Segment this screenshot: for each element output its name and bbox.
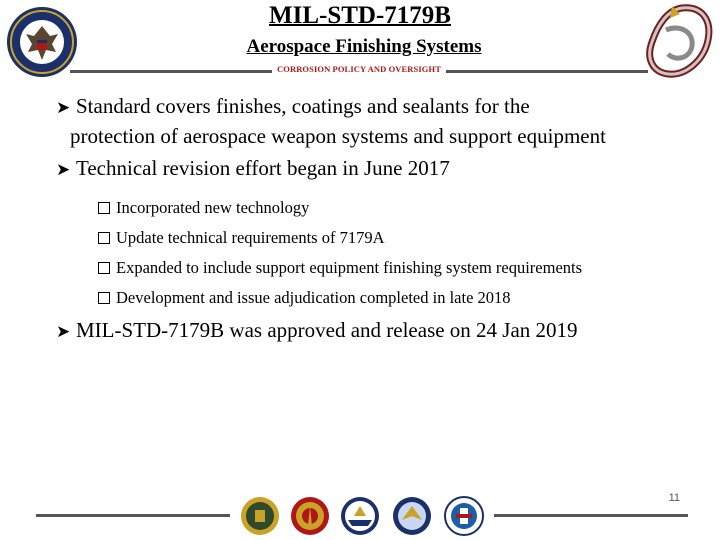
sub-bullet-text: Update technical requirements of 7179A (116, 228, 385, 247)
square-bullet-icon (98, 232, 110, 244)
sub-bullet-text: Incorporated new technology (116, 198, 310, 217)
sub-bullet-text: Development and issue adjudication completed in late 2018 (116, 288, 511, 307)
header-divider-left (70, 70, 272, 73)
arrow-bullet-icon: ➤ (56, 322, 71, 341)
corrosion-program-logo-icon (642, 2, 716, 82)
square-bullet-icon (98, 202, 110, 214)
bullet-item (56, 92, 716, 150)
square-bullet-icon (98, 262, 110, 274)
army-seal-icon (240, 496, 280, 536)
header-tagline: CORROSION POLICY AND OVERSIGHT (277, 64, 441, 74)
sub-bullet-item (98, 253, 582, 283)
page-number: 11 (668, 492, 680, 504)
sub-bullet-text: Expanded to include support equipment finishing system requirements (116, 258, 583, 277)
sub-bullet-item (98, 223, 385, 253)
coast-guard-seal-icon (444, 496, 484, 536)
page-subtitle: Aerospace Finishing Systems (246, 36, 482, 57)
bullet-text: Standard covers finishes, coatings and sealants for the (76, 94, 530, 118)
bullet-text: Technical revision effort began in June 2017 (76, 156, 450, 180)
sub-bullet-item (98, 193, 309, 223)
square-bullet-icon (98, 292, 110, 304)
header-divider-right (446, 70, 648, 73)
bullet-text: MIL-STD-7179B was approved and release on 24 Jan 2019 (76, 318, 578, 342)
arrow-bullet-icon: ➤ (56, 160, 71, 179)
arrow-bullet-icon: ➤ (56, 98, 71, 117)
footer-divider-left (36, 514, 230, 517)
navy-seal-icon (340, 496, 380, 536)
sub-bullet-item (98, 283, 511, 313)
bullet-item (56, 316, 716, 346)
marine-corps-seal-icon (290, 496, 330, 536)
bullet-item (56, 154, 716, 184)
bullet-text-continued: protection of aerospace weapon systems and support equipment (70, 124, 606, 148)
air-force-seal-icon (392, 496, 432, 536)
footer-divider-right (494, 514, 688, 517)
page-title: MIL-STD-7179B (269, 2, 451, 29)
